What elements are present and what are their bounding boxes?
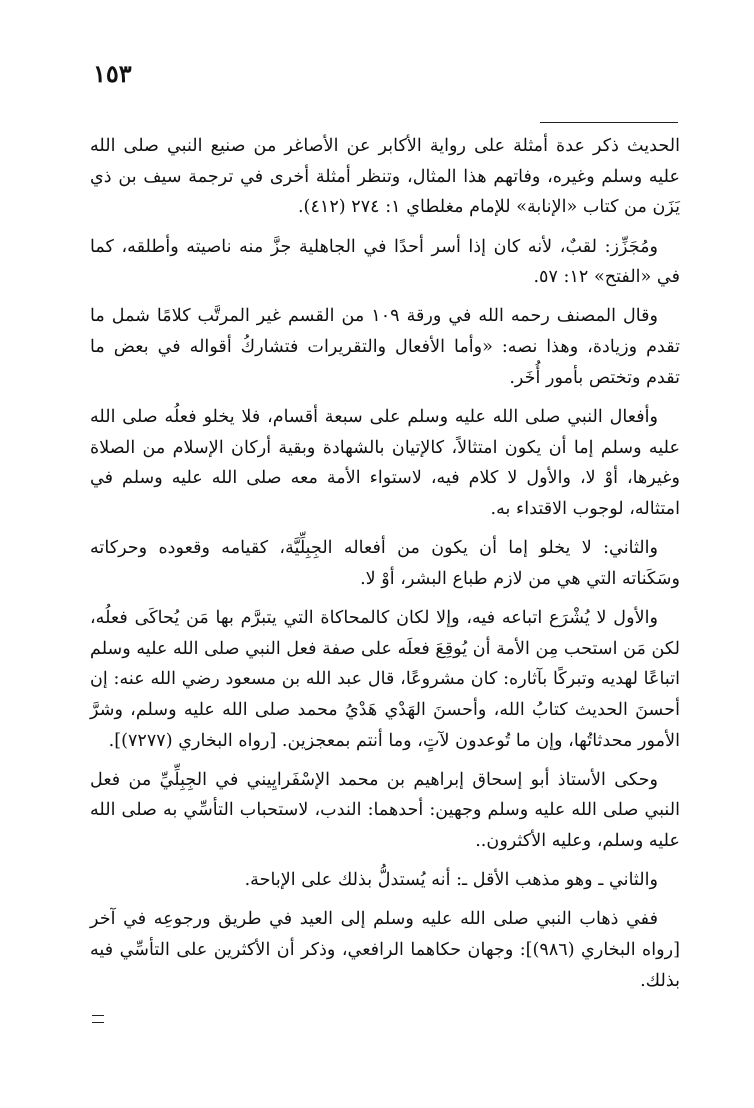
paragraph-9: ففي ذهاب النبي صلى الله عليه وسلم إلى العيد في طريق ورجوعِه في آخر [رواه البخاري (٩٨٦)]: وجهان حكاهما الرافعي، وذكر أن الأكثرين على التأسِّي فيه بذلك. xyxy=(90,909,680,991)
paragraph-6: والأول لا يُشْرَع اتباعه فيه، وإلا لكان كالمحاكاة التي يتبرَّم بها مَن يُحاكَى فعلُه، لكن مَن استحب مِن الأمة أن يُوقِعَ فعلَه على صفة فعل النبي صلى الله عليه وسلم اتباعًا لهديه وتبركًا بآثاره: كان مشروعًا، قال عبد الله بن مسعود رضي الله عنه: إن أحسنَ الحديث كتابُ الله، وأحسنَ الهَدْي هَدْيُ محمد صلى الله عليه وسلم، وشرَّ الأمور محدثاتُها، وإن ما تُوعدون لآتٍ، وما أنتم بمعجزين. [رواه البخاري (٧٢٧٧)]. xyxy=(90,607,680,751)
paragraph-4: وأفعال النبي صلى الله عليه وسلم على سبعة أقسام، فلا يخلو فعلُه صلى الله عليه وسلم إما أن يكون امتثالاً، كالإتيان بالشهادة وبقية أركان الإسلام من الصلاة وغيرها، أوْ لا، والأول لا كلام فيه، لاستواء الأمة معه صلى الله عليه وسلم في امتثاله، لوجوب الاقتداء به. xyxy=(90,406,680,519)
paragraph-5: والثاني: لا يخلو إما أن يكون من أفعاله الجِبِلِّيَّة، كقيامه وقعوده وحركاته وسَكَناته التي هي من لازم طباع البشر، أوْ لا. xyxy=(90,538,680,589)
footnote-text xyxy=(90,131,680,1005)
footnote-separator-line xyxy=(540,122,678,123)
paragraph-2: ومُجَزِّز: لقبٌ، لأنه كان إذا أسر أحدًا في الجاهلية جزَّ منه ناصيته وأطلقه، كما في «الفتح» ١٢: ٥٧. xyxy=(90,236,680,288)
paragraph-1: الحديث ذكر عدة أمثلة على رواية الأكابر عن الأصاغر من صنيع النبي صلى الله عليه وسلم وغيره، وفاتهم هذا المثال، وتنظر أمثلة أخرى في ترجمة سيف بن ذي يَزَن من كتاب «الإنابة» للإمام مغلطاي ١: ٢٧٤ (٤١٢). xyxy=(90,136,680,218)
continuation-mark xyxy=(92,1015,104,1023)
page-number: ١٥٣ xyxy=(93,59,132,88)
paragraph-8: والثاني ـ وهو مذهب الأقل ـ: أنه يُستدلُّ بذلك على الإباحة. xyxy=(244,870,658,891)
paragraph-7: وحكى الأستاذ أبو إسحاق إبراهيم بن محمد الإسْفَرايِيني في الجِبِلِّيِّ من فعل النبي صلى الله عليه وسلم وجهين: أحدهما: الندب، لاستحباب التأسِّي به صلى الله عليه وسلم، وعليه الأكثرون.. xyxy=(90,769,680,852)
paragraph-3: وقال المصنف رحمه الله في ورقة ١٠٩ من القسم غير المرتَّب كلامًا شمل ما تقدم وزيادة، وهذا نصه: «وأما الأفعال والتقريرات فتشاركُ أقواله في بعض ما تقدم وتختص بأمور أُخَر. xyxy=(90,306,680,388)
